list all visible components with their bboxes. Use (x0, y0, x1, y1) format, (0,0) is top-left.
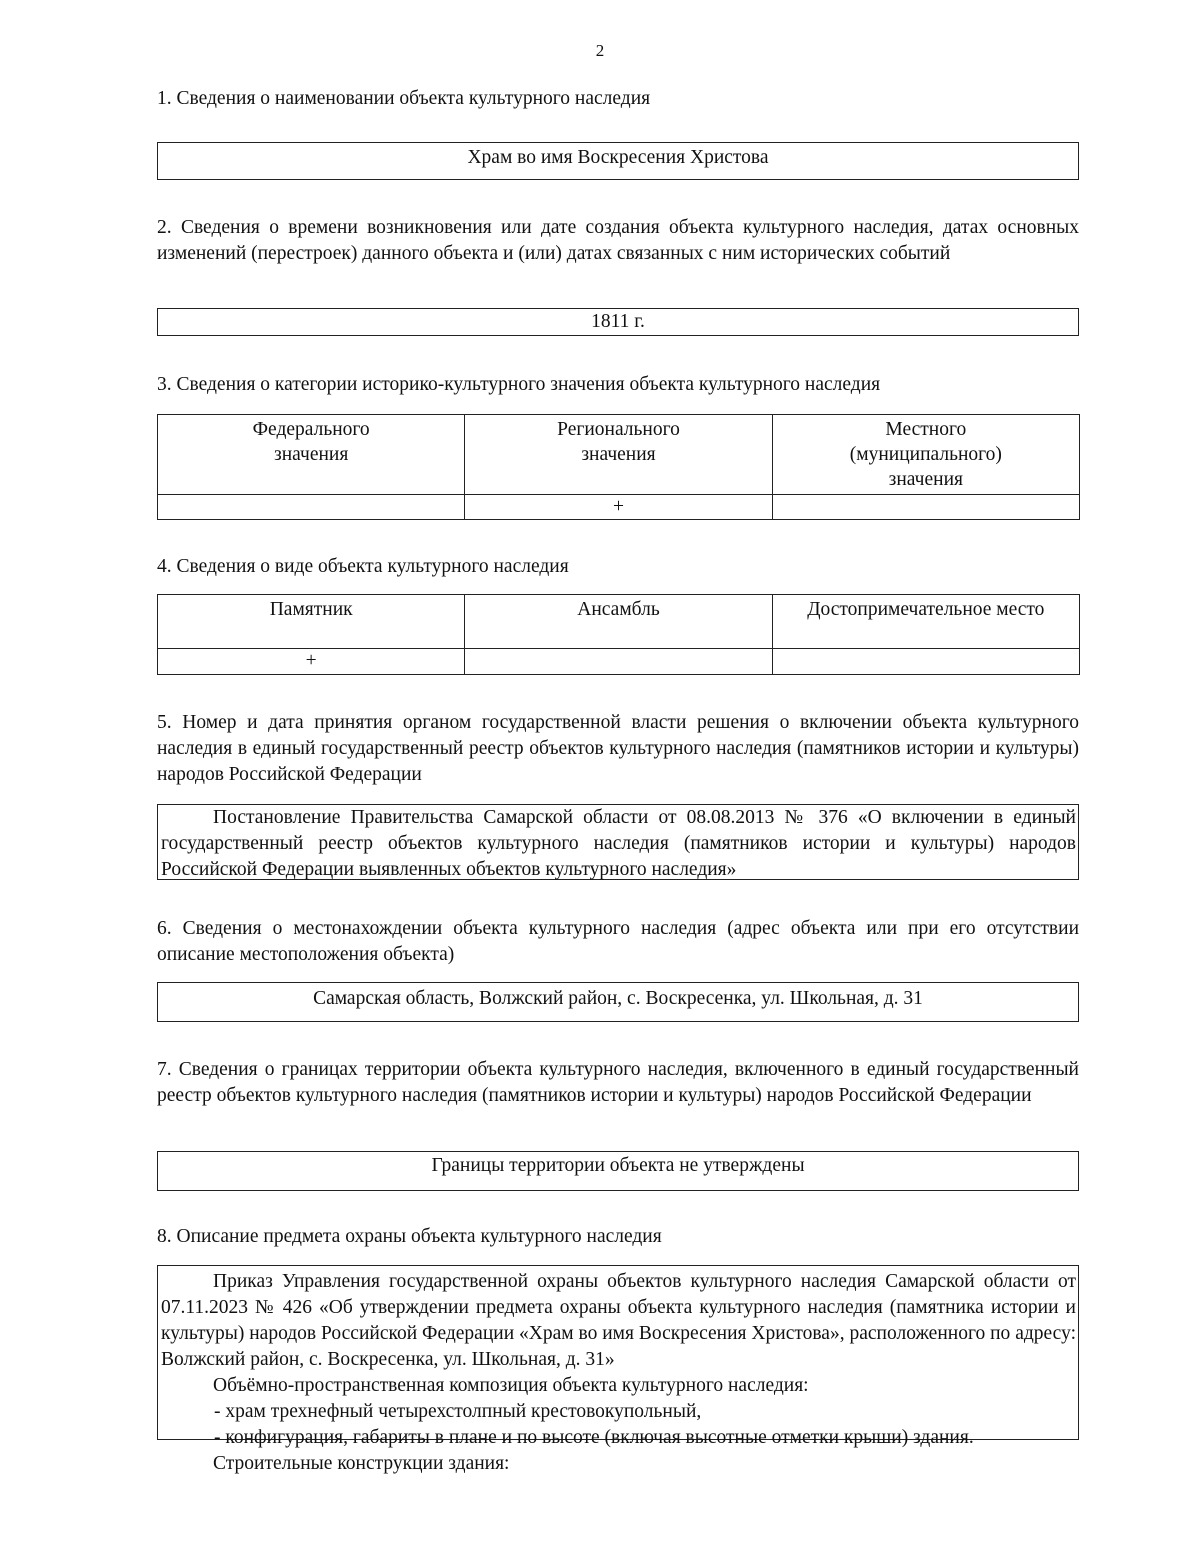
address-value: Самарская область, Волжский район, с. Воскресенка, ул. Школьная, д. 31 (313, 988, 923, 1009)
significance-category-table (157, 414, 1080, 520)
creation-date-box (157, 308, 1079, 336)
page-number: 2 (595, 41, 605, 60)
section-3-heading: 3. Сведения о категории историко-культурного значения объекта культурного наследия (157, 374, 881, 395)
category-federal: Федерального значения (158, 415, 465, 495)
category-local-mark (772, 495, 1079, 520)
category-regional: Регионального значения (465, 415, 772, 495)
category-local: Местного (муниципального) значения (772, 415, 1079, 495)
type-ensemble-mark (465, 649, 772, 675)
type-monument-mark: + (158, 649, 465, 675)
category-regional-mark: + (465, 495, 772, 520)
composition-item-1: - храм трехнефный четырехстолпный крестовокупольный, (214, 1401, 702, 1422)
section-8-heading: 8. Описание предмета охраны объекта культурного наследия (157, 1226, 662, 1247)
section-5-heading: 5. Номер и дата принятия органом государственной власти решения о включении объекта культурного наследия в единый государственный реестр объектов культурного наследия (памятников истории и культуры) народов Российской Федерации (157, 712, 1079, 785)
object-type-table (157, 594, 1080, 675)
protection-order-text: Приказ Управления государственной охраны объектов культурного наследия Самарской области от 07.11.2023 № 426 «Об утверждении предмета охраны объекта культурного наследия (памятника истории и культуры) народов Российской Федерации «Храм во имя Воскресения Христова», расположенного по адресу: Волжский район, с. Воскресенка, ул. Школьная, д. 31» (161, 1271, 1076, 1370)
category-federal-mark (158, 495, 465, 520)
creation-date-value: 1811 г. (591, 311, 645, 332)
registry-decision-text: Постановление Правительства Самарской области от 08.08.2013 № 376 «О включении в единый государственный реестр объектов культурного наследия (памятников истории и культуры) народов Российской Федерации выявленных объектов культурного наследия» (161, 807, 1076, 880)
type-landmark-place-mark (772, 649, 1079, 675)
object-name-box (157, 142, 1079, 180)
type-ensemble: Ансамбль (465, 595, 772, 649)
territory-bounds-value: Границы территории объекта не утверждены (431, 1155, 805, 1176)
section-7-heading: 7. Сведения о границах территории объекта культурного наследия, включенного в единый государственный реестр объектов культурного наследия (памятников истории и культуры) народов Российской Федерации (157, 1059, 1079, 1106)
object-name-value: Храм во имя Воскресения Христова (467, 147, 769, 168)
address-box (157, 982, 1079, 1022)
section-2-heading: 2. Сведения о времени возникновения или дате создания объекта культурного наследия, датах основных изменений (перестроек) данного объекта и (или) датах связанных с ним исторических событий (157, 217, 1079, 264)
structures-title: Строительные конструкции здания: (213, 1453, 510, 1474)
type-landmark-place: Достопримечательное место (772, 595, 1079, 649)
section-6-heading: 6. Сведения о местонахождении объекта культурного наследия (адрес объекта или при его отсутствии описание местоположения объекта) (157, 918, 1079, 965)
section-1-heading: 1. Сведения о наименовании объекта культурного наследия (157, 88, 651, 109)
composition-title: Объёмно-пространственная композиция объекта культурного наследия: (213, 1375, 809, 1396)
protection-subject-box (157, 1265, 1079, 1474)
registry-decision-box (157, 804, 1079, 880)
territory-bounds-box (157, 1151, 1079, 1191)
composition-item-2: - конфигурация, габариты в плане и по высоте (включая высотные отметки крыши) здания. (214, 1427, 974, 1448)
type-monument: Памятник (158, 595, 465, 649)
section-4-heading: 4. Сведения о виде объекта культурного наследия (157, 556, 569, 577)
